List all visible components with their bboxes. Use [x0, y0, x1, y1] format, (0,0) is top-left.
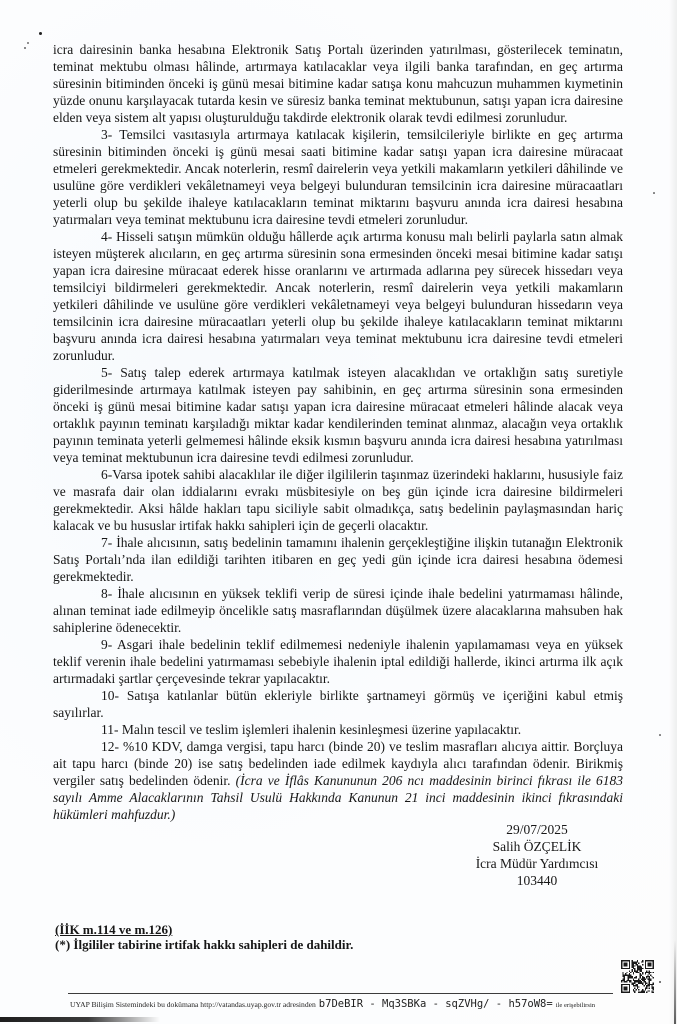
text-line: yüzde onunu karşılayacak tutarda kesin ve süresiz banka teminat mektubunun, satışı yapan icra dairesine	[53, 93, 623, 108]
text-line: ve masrafa dair olan iddialarını evrakı müsbitesiyle on beş gün içinde icra dairesine bildirmeleri	[53, 484, 623, 499]
text-line: gerekmektedir.	[53, 569, 134, 584]
text-line: sahiplerine ödenecektir.	[53, 620, 182, 635]
text-line: ait tapu harcı (binde 20) ise satış bedelinden iade edilmek kaydıyla alıcı tarafından ödenir. Birikmiş	[53, 756, 623, 771]
text-line: alınan teminat iade edilmeyip öncelikle satış masraflarından düşülmek üzere alacaklarına mahsuben hak	[53, 603, 623, 618]
text-line: 6-Varsa ipotek sahibi alacaklılar ile diğer ilgililerin taşınmaz üzerindeki haklarını, hususiyle faiz	[101, 467, 623, 482]
text-line: etmeleri gerekmektedir. Ancak noterlerin, resmî dairelerin veya yetkili makamların yetkileri dâhilinde ve	[53, 161, 623, 176]
scan-speck	[27, 42, 29, 44]
scan-edge-line	[674, 940, 676, 1024]
scan-speck	[39, 32, 42, 35]
paragraph	[53, 41, 623, 126]
text-line: yatırmaları veya teminat mektubunu icra dairesine tevdi etmeleri zorunludur.	[53, 212, 468, 227]
footer-divider	[68, 993, 613, 994]
footnote-note: (*) İlgililer tabirine irtifak hakkı sahipleri de dahildir.	[55, 936, 354, 952]
text-line: elden veya sistem alt yapısı oluşturulduğu takdirde elektronik olarak tevdi edilmesi zorunludur.	[53, 110, 568, 125]
paragraph	[53, 228, 623, 364]
text-line	[53, 789, 623, 806]
paragraph	[53, 738, 623, 823]
paragraph	[53, 364, 623, 466]
paragraph	[53, 721, 623, 738]
text-line: başvuru anında icra dairesi hesabına yatırmaları veya teminat mektubunu icra dairesine tevdi etmeleri	[53, 331, 623, 346]
text-line: teminat mektubu olması hâlinde, artırmaya katılacaklar veya ilgili banka tarafından, en geç artırma	[53, 59, 623, 74]
paragraph	[53, 466, 623, 534]
text-line: Satış Portalı’nda ilan edildiği tarihten itibaren en geç yedi gün içinde icra dairesi hesabına ödemesi	[53, 552, 623, 567]
scan-speck	[24, 47, 26, 49]
signatory-registry-number: 103440	[516, 873, 558, 888]
text-line: 10- Satışa katılanlar bütün ekleriyle birlikte şartnameyi görmüş ve içeriğini kabul etmiş	[101, 688, 623, 703]
text-line: süresinin bitiminden önceki iş günü mesai bitimine kadar satışa konu mahcuzun muhammen kıymetinin	[53, 76, 623, 91]
text-line: ortaklık payının teminatı karşıladığı miktar kadar kendilerinden teminat alınmaz, alacağın veya ortaklık	[53, 416, 623, 431]
verification-code: b7DeBIR - Mq3SBKa - sqZVHg/ - h57oW8=	[318, 998, 553, 1010]
qr-code	[621, 960, 654, 993]
text-line: kalacak ve bu hususlar irtifak hakkı sahipleri için de geçerli olacaktır.	[53, 518, 429, 533]
text-line: 12- %10 KDV, damga vergisi, tapu harcı (binde 20) ve teslim masrafları alıcıya aittir. Borçluya	[101, 739, 623, 754]
signatory-title: İcra Müdür Yardımcısı	[475, 856, 599, 871]
text-line: veya teminat mektubunun icra dairesine tevdi edilmesi zorunludur.	[53, 450, 414, 465]
footer	[70, 996, 595, 1009]
text-line: önceki iş günü mesai bitimine kadar satışı yapan icra dairesine müracaat etmeleri hâlinde alacak veya	[53, 399, 623, 414]
footnotes	[55, 923, 353, 952]
text-line: artırmadaki şartlar çerçevesinde tekrar yapılacaktır.	[53, 671, 330, 686]
footer-suffix: ile erişebilirsin	[555, 1002, 596, 1009]
text-line: temsilcinin icra dairesine müracaatları yeterli olup bu şekilde ihaleye katılacakların teminat miktarını	[53, 314, 623, 329]
scan-speck	[659, 981, 661, 983]
scan-speck	[659, 734, 661, 736]
text-line: zorunludur.	[53, 348, 115, 363]
text-line: yeterli olup bu şekilde ihaleye katılacakların teminat miktarını başvuru anında icra dairesi hesabına	[53, 195, 623, 210]
text-line: icra dairesinin banka hesabına Elektronik Satış Portalı üzerinden yatırılması, gösterilecek teminatın,	[53, 42, 623, 57]
paragraph	[53, 687, 623, 721]
text-line: 4- Hisseli satışın mümkün olduğu hâllerde açık artırma konusu malı belirli paylarla satın almak	[101, 229, 623, 244]
paragraph	[53, 534, 623, 585]
text-line: 5- Satış talep ederek artırmaya katılmak isteyen alacaklıdan ve ortaklığın satış suretiyle	[101, 365, 623, 380]
legal-citation-text: (İcra ve İflâs Kanununun 206 ncı maddesinin birinci fıkrası ile 6183	[235, 773, 623, 788]
footer-access-text: UYAP Bilişim Sistemindeki bu dokümana http://vatandas.uyap.gov.tr adresinden	[70, 1000, 316, 1009]
signatory-name: Salih ÖZÇELİK	[492, 839, 582, 854]
body-text	[53, 41, 623, 823]
text-segment: vergiler satış bedelinden ödenir.	[53, 773, 236, 788]
text-line: usulüne göre verdikleri vekâletnameyi veya belgeyi bulunduran temsilcinin icra dairesine müracaatları	[53, 178, 623, 193]
text-line: temsilciyi bildirmeleri gerekmektedir. Ancak noterlerin, resmî dairelerin veya yetkili makamların	[53, 280, 623, 295]
legal-citation-text: sayılı Amme Alacaklarının Tahsil Usulü Hakkında Kanunun 21 inci maddesinin ikinci fıkrasındaki	[53, 790, 623, 805]
text-line: 8- İhale alıcısının en yüksek teklifi verip de süresi içinde ihale bedelini yatırmaması hâlinde,	[101, 586, 623, 601]
text-line: 7- İhale alıcısının, satış bedelinin tamamını ihalenin gerçekleştiğine ilişkin tutanağın Elektronik	[101, 535, 623, 550]
scan-edge-shadow	[669, 0, 677, 1024]
signature-date: 29/07/2025	[506, 822, 568, 837]
signature-block	[437, 821, 637, 889]
text-line: yapan icra dairesine müracaat ederek hisse oranlarını ve artırmada adlarına pey sürecek hissedarı veya	[53, 263, 623, 278]
paragraph	[53, 636, 623, 687]
text-line: teklif verenin ihale bedelini yatırmaması sebebiyle ihalenin iptal edildiği hallerde, ikinci artırma ilk açık	[53, 654, 623, 669]
paragraph	[53, 126, 623, 228]
text-line: isteyen müşterek alıcıların, en geç artırma süresinin sona ermesinden önceki mesai bitimine kadar satışı	[53, 246, 623, 261]
text-line	[53, 772, 623, 789]
text-line: 11- Malın tescil ve teslim işlemleri ihalenin kesinleşmesi üzerine yapılacaktır.	[101, 722, 522, 737]
text-line: payının teminata yeterli gelmemesi hâlinde eksik kısmın başvuru anında icra dairesi hesabına yatırılması	[53, 433, 623, 448]
scan-edge-bar	[0, 1017, 160, 1022]
text-line: 9- Asgari ihale bedelinin teklif edilmemesi nedeniyle ihalenin yapılamaması veya en yüksek	[101, 637, 623, 652]
text-line: süresinin bitiminden önceki iş günü mesai saati bitimine kadar satışı yapan icra dairesine müracaat	[53, 144, 623, 159]
text-line: yetkileri dâhilinde ve usulüne göre verdikleri vekâletnameyi veya belgeyi bulunduran hissedarın veya	[53, 297, 623, 312]
text-line: sayılırlar.	[53, 705, 104, 720]
text-line: 3- Temsilci vasıtasıyla artırmaya katılacak kişilerin, temsilcileriyle birlikte en geç artırma	[101, 127, 623, 142]
scan-speck	[653, 192, 655, 194]
legal-citation-text: hükümleri mahfuzdur.)	[53, 807, 176, 822]
text-line: gerekmektedir. Aksi hâlde hakları tapu siciliyle sabit olmadıkça, satış bedelinin paylaşmasından hariç	[53, 501, 623, 516]
text-line: giderilmesinde artırmaya katılmak isteyen pay sahibinin, en geç artırma süresinin sona ermesinden	[53, 382, 623, 397]
paragraph	[53, 585, 623, 636]
legal-reference: (İİK m.114 ve m.126)	[55, 922, 173, 937]
